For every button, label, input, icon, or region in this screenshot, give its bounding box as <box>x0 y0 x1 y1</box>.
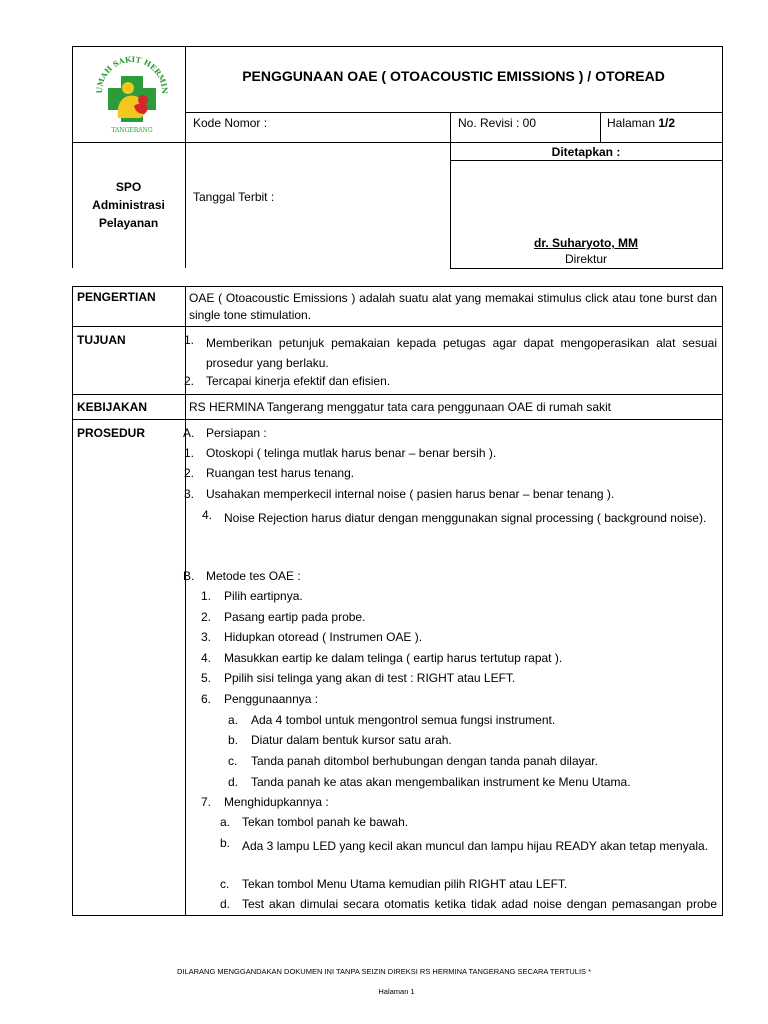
b-text-2: Pasang eartip pada probe. <box>224 610 366 624</box>
b-num-2: 2. <box>201 610 212 624</box>
tujuan-num-1: 1. <box>184 333 195 347</box>
hospital-logo <box>88 48 176 136</box>
six-text-c: Tanda panah ditombol berhubungan dengan tanda panah dilayar. <box>251 754 598 768</box>
document-title: PENGGUNAAN OAE ( OTOACOUSTIC EMISSIONS ) / OTOREAD <box>242 68 665 84</box>
a-num-1: 1. <box>184 446 195 460</box>
tanggal-terbit-label: Tanggal Terbit : <box>193 190 275 204</box>
kebijakan-label: KEBIJAKAN <box>77 400 148 414</box>
pengertian-label: PENGERTIAN <box>77 290 156 304</box>
six-text-a: Ada 4 tombol untuk mengontrol semua fungsi instrument. <box>251 713 556 727</box>
b-text-4: Masukkan eartip ke dalam telinga ( eartip harus tertutup rapat ). <box>224 651 563 665</box>
tujuan-num-2: 2. <box>184 374 195 388</box>
footer-warning: DILARANG MENGGANDAKAN DOKUMEN INI TANPA SEIZIN DIREKSI RS HERMINA TANGERANG SECARA TERTULIS * <box>176 967 592 976</box>
pelayanan-label: Pelayanan <box>98 216 159 230</box>
halaman-value: 1/2 <box>658 116 676 130</box>
b-num-4: 4. <box>201 651 212 665</box>
halaman-field <box>607 116 675 130</box>
b-num-3: 3. <box>201 630 212 644</box>
seven-text-b: Ada 3 lampu LED yang kecil akan muncul dan lampu hijau READY akan tetap menyala. <box>242 839 709 853</box>
six-text-d: Tanda panah ke atas akan mengembalikan instrument ke Menu Utama. <box>251 775 631 789</box>
prosedur-label: PROSEDUR <box>77 426 146 440</box>
six-num-a: a. <box>228 713 239 727</box>
halaman-label: Halaman <box>607 116 656 130</box>
six-num-b: b. <box>228 733 239 747</box>
prosedur-b-label: B. <box>183 569 195 583</box>
a-text-2: Ruangan test harus tenang. <box>206 466 355 480</box>
b-text-1: Pilih eartipnya. <box>224 589 303 603</box>
spo-label: SPO <box>115 180 142 194</box>
signer-name: dr. Suharyoto, MM <box>533 236 638 250</box>
prosedur-a-title: Persiapan : <box>206 426 267 440</box>
tujuan-text-2: Tercapai kinerja efektif dan efisien. <box>206 374 391 388</box>
tujuan-text-1: Memberikan petunjuk pemakaian kepada petugas agar dapat mengoperasikan alat sesuai prosedur yang berlaku. <box>206 336 717 370</box>
pengertian-text: OAE ( Otoacoustic Emissions ) adalah suatu alat yang memakai stimulus click atau tone burst dan single tone stimulation. <box>189 291 717 322</box>
seven-num-a: a. <box>220 815 231 829</box>
seven-num-d: d. <box>220 897 231 911</box>
a-text-3: Usahakan memperkecil internal noise ( pasien harus benar – benar tenang ). <box>206 487 615 501</box>
tujuan-label: TUJUAN <box>77 333 126 347</box>
administrasi-label: Administrasi <box>92 198 165 212</box>
prosedur-b-title: Metode tes OAE : <box>206 569 301 583</box>
a-num-2: 2. <box>184 466 195 480</box>
footer-page-number: Halaman 1 <box>378 987 415 996</box>
b-text-3: Hidupkan otoread ( Instrumen OAE ). <box>224 630 423 644</box>
seven-text-d: Test akan dimulai secara otomatis ketika tidak adad noise dengan pemasangan probe <box>242 897 717 911</box>
b-num-6: 6. <box>201 692 212 706</box>
logo-arc-text: UMAH SAKIT HERMIN <box>94 54 170 95</box>
a-num-4: 4. <box>202 508 213 522</box>
logo-bottom-text: TANGERANG <box>111 127 153 134</box>
b-text-6: Penggunaannya : <box>224 692 319 706</box>
six-num-d: d. <box>228 775 239 789</box>
b-text-7: Menghidupkannya : <box>224 795 329 809</box>
signer-title: Direktur <box>564 252 607 266</box>
seven-num-b: b. <box>220 836 231 850</box>
ditetapkan-label: Ditetapkan : <box>551 145 621 159</box>
prosedur-a-label: A. <box>183 426 195 440</box>
kebijakan-text: RS HERMINA Tangerang menggatur tata cara penggunaan OAE di rumah sakit <box>189 400 612 414</box>
a-num-3: 3. <box>184 487 195 501</box>
seven-text-c: Tekan tombol Menu Utama kemudian pilih RIGHT atau LEFT. <box>242 877 568 891</box>
seven-num-c: c. <box>220 877 230 891</box>
a-text-1: Otoskopi ( telinga mutlak harus benar – benar bersih ). <box>206 446 497 460</box>
a-text-4: Noise Rejection harus diatur dengan menggunakan signal processing ( background noise). <box>224 511 707 525</box>
kode-nomor-label: Kode Nomor : <box>193 116 268 130</box>
no-revisi: No. Revisi : 00 <box>458 116 537 130</box>
six-num-c: c. <box>228 754 238 768</box>
six-text-b: Diatur dalam bentuk kursor satu arah. <box>251 733 452 747</box>
seven-text-a: Tekan tombol panah ke bawah. <box>242 815 409 829</box>
b-text-5: Ppilih sisi telinga yang akan di test : RIGHT atau LEFT. <box>224 671 516 685</box>
b-num-1: 1. <box>201 589 212 603</box>
b-num-5: 5. <box>201 671 212 685</box>
b-num-7: 7. <box>201 795 212 809</box>
